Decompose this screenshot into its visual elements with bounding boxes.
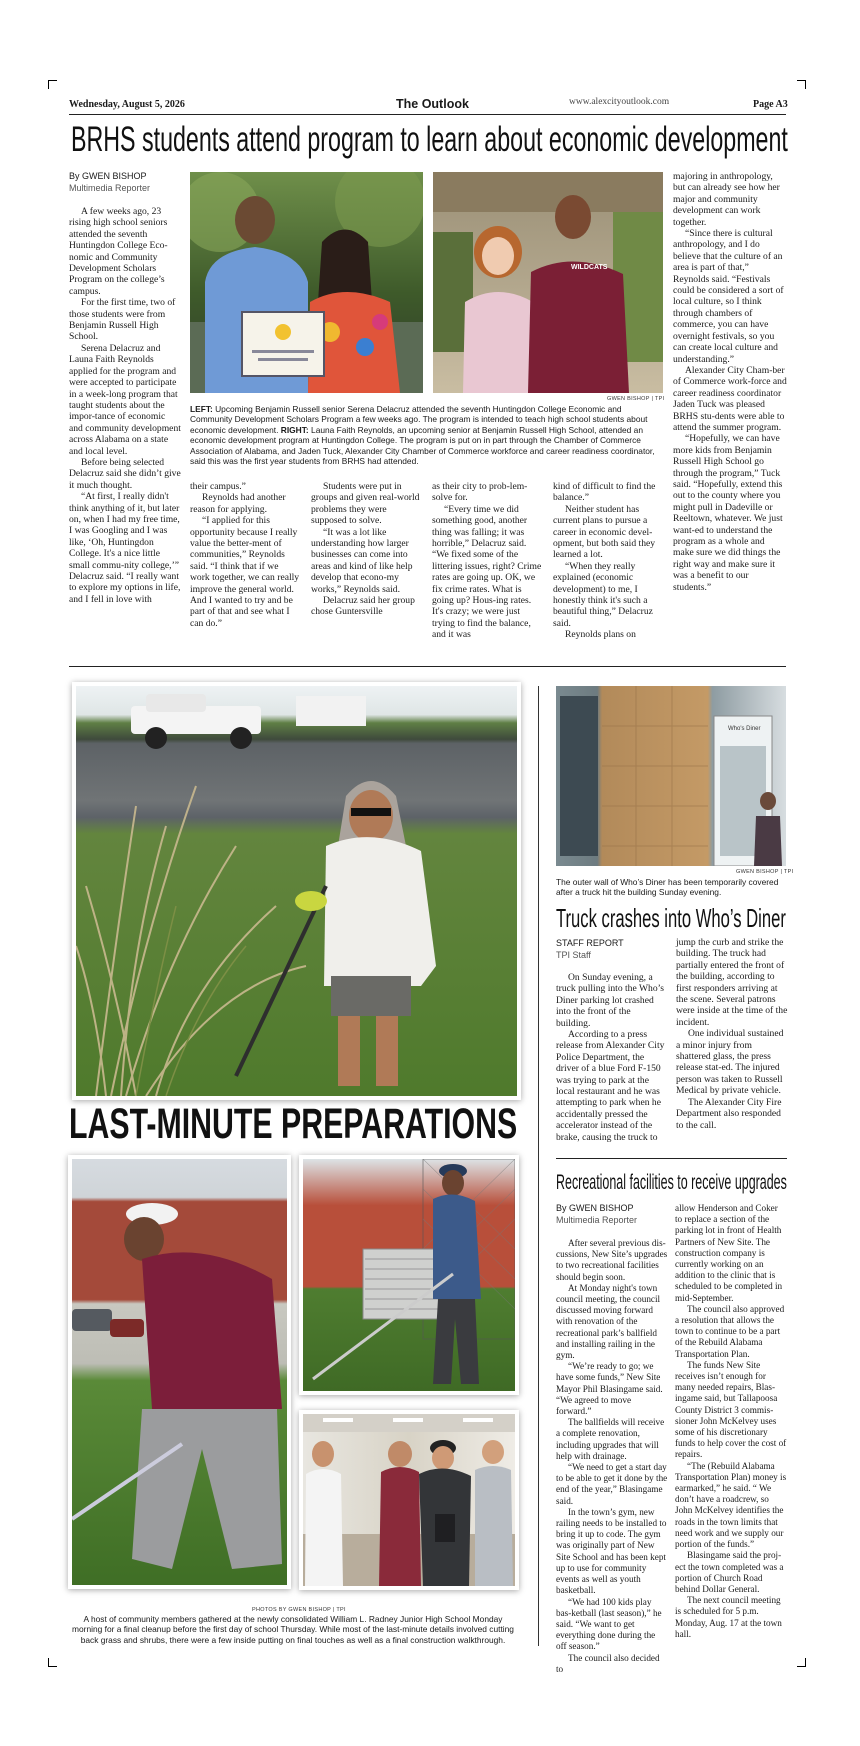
byline	[69, 170, 179, 194]
byline-role: TPI Staff	[556, 950, 591, 960]
section-rule	[69, 666, 786, 667]
section-headline: LAST-MINUTE PREPARATIONS	[69, 1100, 518, 1148]
photo-construction-walkthrough	[303, 1414, 515, 1586]
article-column: A few weeks ago, 23 rising high school seniors attended the seventh Huntingdon College Eco-nomic and Community Development Scholars Program on the college’s campus. For the first time, two of those students were from Benjamin Russell High School. Serena Delacruz and Launa Faith Reynolds applied for the program and were accepted to participate in a week-long program that taught students about the impor-tance of economic and community development across Alabama on a state and local level. Before being selected Delacruz said she didn’t give it much thought. “At first, I really didn't think anything of it, but later on, when I had my free time, I was Googling and I was like, ‘Oh, Huntingdon College. It's a nice little small commu-nity college,’” Delacruz said. “I really want to explore my options in life, and I fell in love with	[69, 206, 181, 605]
header-rule	[69, 114, 786, 115]
story-headline: BRHS students attend program to learn about economic development	[71, 120, 788, 159]
byline	[556, 937, 666, 961]
article-column: allow Henderson and Coker to replace a section of the parking lot in front of Health Partners of New Site. The construction company is currently working on an addition to the clinic that is scheduled to be completed in mid-September. The council also approved a resolution that allows the town to continue to be a part of the Rebuild Alabama Transportation Plan. The funds New Site receives isn’t enough for many needed repairs, Blas-ingame said, but Tallapoosa County District 3 commis-sioner John McKelvey uses some of his discretionary funds to help cover the cost of repairs. “The (Rebuild Alabama Transportation Plan) money is earmarked,” he said. “ We don’t have a roadcrew, so John McKelvey identifies the roads in the town limits that need work and we supply our portion of the funds.” Blasingame said the proj-ect the town completed was a portion of Church Road behind Dollar General. The next council meeting is scheduled for 5 p.m. Monday, Aug. 17 at the town hall.	[675, 1203, 787, 1639]
photo-caption: The outer wall of Who’s Diner has been temporarily covered after a truck hit the building Sunday evening.	[556, 877, 779, 898]
photo-credit: GWEN BISHOP | TPI	[736, 869, 794, 875]
byline-role: Multimedia Reporter	[69, 183, 151, 193]
article-column: After several previous dis-cussions, New Site’s upgrades to two recreational facilities should begin soon. At Monday night's town council meeting, the council discussed moving forward with renovation of the recreational park’s ballfield and installing railing in the gym. “We’re ready to go; we have some funds,” New Site Mayor Phil Blasingame said. “We agreed to move forward.” The ballfields will receive a complete renovation, including upgrades that will help with drainage. “We need to get a start day to be able to get it done by the end of the year,” Blasingame said. In the town’s gym, new railing needs to be installed to bring it up to code. The gym was originally part of New Site School and has been kept up to use for community events as well as youth basketball. “We had 100 kids play bas-ketball (last season),” he said. “We want to get everything done during the off season.” The council also decided to	[556, 1238, 668, 1674]
byline-author: By GWEN BISHOP	[69, 171, 147, 181]
crop-mark	[797, 80, 806, 89]
photo-caption: A host of community members gathered at the newly consolidated William L. Radney Junior High School Monday morning for a final cleanup before the first day of school Thursday. While most of the last-minute details involved cutting back grass and shrubs, there were a few inside putting on final touches as well as a final construction walkthrough.	[72, 1614, 514, 1645]
article-column: jump the curb and strike the building. The truck had partially entered the front of the building, according to first responders arriving at the scene. Several patrons were inside at the time of the incident. One individual sustained a minor injury from shattered glass, the press release stat-ed. The injured person was taken to Russell Medical by private vehicle. The Alexander City Fire Department also responded to the call.	[676, 937, 788, 1131]
article-column: their campus.” Reynolds had another reason for applying. “I applied for this opportunity because I really value the better-ment of communities,” Reynolds said. “I think that if we work together, we can really improve the general world. And I wanted to try and be part of that and see what I can do.”	[190, 481, 300, 629]
crop-mark	[48, 80, 57, 89]
article-column: kind of difficult to find the balance.” Neither student has current plans to pursue a career in economic devel-opment, but both said they learned a lot. “When they really explained (economic development) to me, I honestly think it's such a beautiful thing,” Delacruz said. Reynolds plans on	[553, 481, 656, 641]
photo-man-mowing-by-ac-unit	[303, 1159, 515, 1391]
photo-woman-trimming-grass	[76, 686, 517, 1096]
column-rule	[538, 686, 539, 1646]
website-link[interactable]: www.alexcityoutlook.com	[569, 97, 670, 107]
photo-credit: PHOTOS BY GWEN BISHOP | TPI	[252, 1607, 346, 1613]
page-number: Page A3	[753, 99, 788, 110]
diner-sign: Who's Diner	[728, 726, 761, 732]
photo-whos-diner-wall	[556, 686, 786, 866]
article-column: as their city to prob-lem-solve for. “Every time we did something good, another thing was falling; it was horrible,” Delacruz said. “We fixed some of the littering issues, right? Crime rates are going up. OK, we fix crime rates. What is going up? Hous-ing rates. It's crazy; we were just trying to find the balance, and it was	[432, 481, 542, 641]
crop-mark	[797, 1658, 806, 1667]
crop-mark	[48, 1658, 57, 1667]
byline	[556, 1202, 666, 1226]
paper-name: The Outlook	[396, 97, 469, 111]
byline-author: STAFF REPORT	[556, 938, 624, 948]
photo-serena-delacruz	[190, 172, 423, 393]
story-headline: Truck crashes into Who’s Diner	[556, 903, 786, 933]
article-column: majoring in anthropology, but can already see how her major and community development can work together. “Since there is cultural anthropology, and I do believe that the culture of an area is part of that,” Reynolds said. “Festivals could be considered a sort of local culture, so I think through chambers of commerce, you can have overnight festivals, so you can create local culture and understanding.” Alexander City Cham-ber of Commerce work-force and career readiness coordinator Jaden Tuck was pleased BRHS stu-dents were able to attend the summer program. “Hopefully, we can have more kids from Benjamin Russell High School go through the program,” Tuck said. “Hopefully, extend this out to the county where you might pull in Dadeville or Reeltown, whatever. We just want-ed to understand the program as a whole and make sure we did things the right way and make sure it was a benefit to our students.”	[673, 171, 787, 593]
byline-role: Multimedia Reporter	[556, 1215, 638, 1225]
photo-launa-faith-reynolds-and-jaden-tuck	[433, 172, 663, 393]
byline-author: By GWEN BISHOP	[556, 1203, 634, 1213]
photo-man-trimming-weeds	[72, 1159, 287, 1585]
photo-caption: LEFT: Upcoming Benjamin Russell senior Serena Delacruz attended the seventh Huntingdon College Economic and Community Development Scholars Program a few weeks ago. The program is intended to teach high school students about economic development. RIGHT: Launa Faith Reynolds, an upcoming senior at Benjamin Russell High School, attended an economic development program at Huntingdon College. The program is put on in part through the Chamber of Commerce Association of Alabama, and Jaden Tuck, Alexander City Chamber of Commerce workforce and career readiness coordinator, said this was the first year students from BRHS had attended.	[190, 404, 655, 467]
shirt-text: WILDCATS	[571, 264, 608, 271]
article-column: Students were put in groups and given real-world problems they were supposed to solve. “It was a lot like understanding how larger businesses can come into areas and kind of like help develop that econo-my works,” Reynolds said. Delacruz said her group chose Guntersville	[311, 481, 420, 618]
section-rule	[556, 1158, 787, 1159]
photo-credit: GWEN BISHOP | TPI	[607, 396, 665, 402]
article-column: On Sunday evening, a truck pulling into the Who’s Diner parking lot crashed into the front of the building. According to a press release from Alexander City Police Department, the driver of a blue Ford F-150 was trying to park at the local restaurant and he was attempting to park when he accidentally pressed the accelerator instead of the brake, causing the truck to	[556, 972, 665, 1143]
issue-date: Wednesday, August 5, 2026	[69, 99, 185, 110]
story-headline: Recreational facilities to receive upgrades	[556, 1171, 787, 1194]
